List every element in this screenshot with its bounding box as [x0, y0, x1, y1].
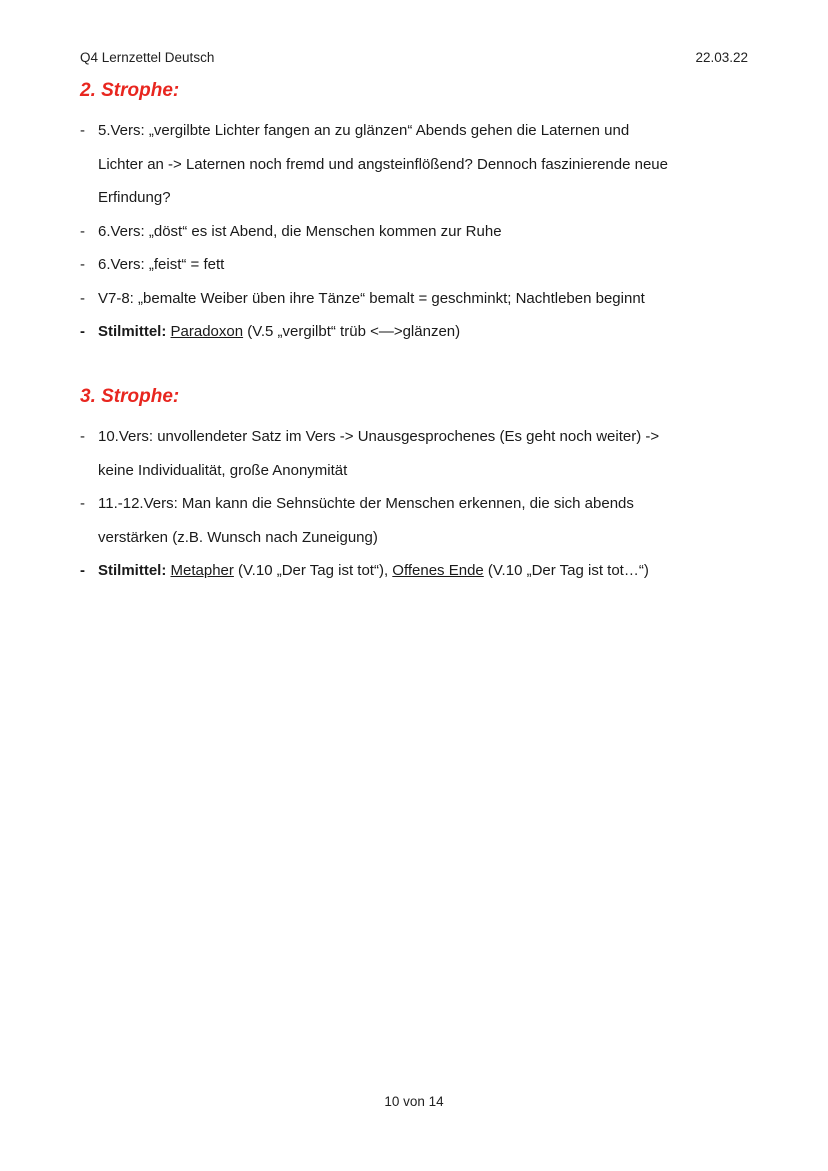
list-item	[80, 420, 750, 487]
item-line: keine Individualität, große Anonymität	[98, 461, 348, 479]
stilmittel-term: Offenes Ende	[392, 562, 484, 579]
bullet-dash: -	[80, 222, 85, 240]
list-item	[80, 282, 750, 316]
stilmittel-term: Metapher	[170, 562, 234, 579]
notes-list	[80, 114, 750, 349]
stilmittel-detail: (V.10 „Der Tag ist tot“),	[233, 562, 393, 579]
list-item	[80, 248, 750, 282]
item-line: 11.-12.Vers: Man kann die Sehnsüchte der Menschen erkennen, die sich abends	[98, 495, 634, 512]
stilmittel-label: Stilmittel:	[98, 562, 167, 579]
stilmittel-label: Stilmittel:	[98, 323, 167, 340]
list-item	[80, 114, 750, 215]
stilmittel-detail: (V.5 „vergilbt“ trüb <—>glänzen)	[243, 323, 461, 340]
bullet-dash: -	[80, 323, 85, 340]
section-strophe-2	[80, 80, 750, 349]
bullet-dash: -	[80, 495, 85, 512]
stilmittel-detail: (V.10 „Der Tag ist tot…“)	[483, 562, 649, 579]
notes-list	[80, 420, 750, 588]
stilmittel-item	[80, 554, 750, 588]
stilmittel-term: Paradoxon	[170, 323, 244, 340]
page-number: 10 von 14	[384, 1094, 444, 1109]
item-text: 6.Vers: „feist“ = fett	[98, 256, 225, 273]
item-line: 10.Vers: unvollendeter Satz im Vers -> Unausgesprochenes (Es geht noch weiter) ->	[98, 428, 660, 445]
document-date: 22.03.22	[695, 50, 748, 65]
section-heading: 3. Strophe:	[80, 386, 180, 407]
list-item	[80, 487, 750, 554]
section-heading: 2. Strophe:	[80, 80, 180, 101]
bullet-dash: -	[80, 256, 85, 273]
item-text: 6.Vers: „döst“ es ist Abend, die Menschen kommen zur Ruhe	[98, 222, 502, 240]
item-line: 5.Vers: „vergilbte Lichter fangen an zu glänzen“ Abends gehen die Laternen und	[98, 122, 630, 139]
bullet-dash: -	[80, 562, 85, 579]
bullet-dash: -	[80, 289, 85, 307]
section-strophe-3	[80, 386, 750, 588]
item-text: V7-8: „bemalte Weiber üben ihre Tänze“ bemalt = geschminkt; Nachtleben beginnt	[98, 289, 645, 307]
item-line: Erfindung?	[98, 189, 171, 206]
bullet-dash: -	[80, 122, 85, 139]
bullet-dash: -	[80, 428, 85, 445]
item-line: verstärken (z.B. Wunsch nach Zuneigung)	[98, 528, 378, 546]
stilmittel-item	[80, 315, 750, 349]
document-title: Q4 Lernzettel Deutsch	[80, 50, 215, 65]
list-item	[80, 215, 750, 249]
item-line: Lichter an -> Laternen noch fremd und angsteinflößend? Dennoch faszinierende neue	[98, 155, 668, 173]
